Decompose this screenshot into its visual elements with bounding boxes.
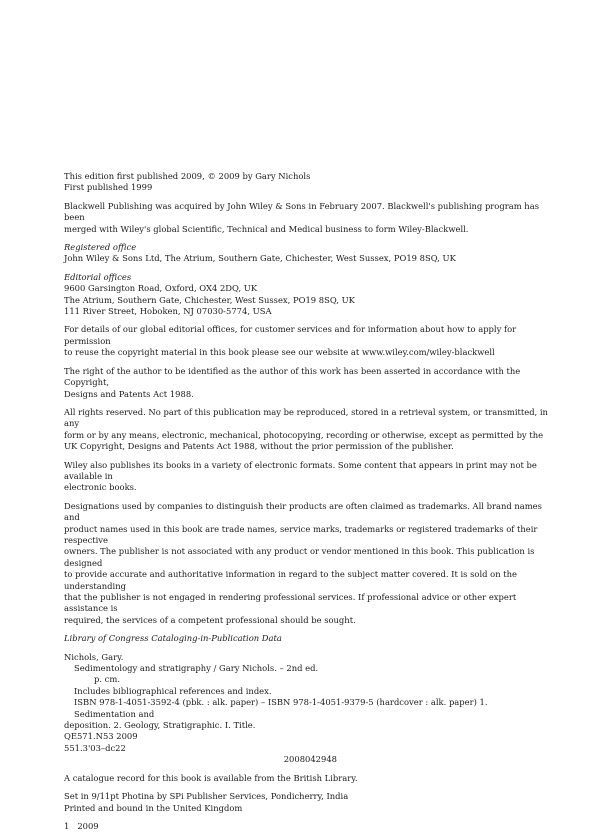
catalogue-line: A catalogue record for this book is available from the British Library. <box>64 772 358 783</box>
rights-block <box>64 407 552 453</box>
editorial-office-line: 111 River Street, Hoboken, NJ 07030-5774, USA <box>64 306 272 317</box>
editorial-offices-heading: Editorial offices <box>64 271 132 282</box>
printing-line-2: Printed and bound in the United Kingdom <box>64 802 243 813</box>
designations-line: required, the services of a competent professional should be sought. <box>64 614 356 625</box>
cip-classification-1: QE571.N53 2009 <box>64 731 138 742</box>
cip-classification-2: 551.3'03–dc22 <box>64 742 126 753</box>
rights-line-1: All rights reserved. No part of this publication may be reproduced, stored in a retrieval system, or transmitted, in any <box>64 406 548 429</box>
cip-control-number: 2008042948 <box>283 754 337 765</box>
electronic-line-2: electronic books. <box>64 482 137 493</box>
designations-line: Designations used by companies to distinguish their products are often claimed as trademarks. All brand names and <box>64 500 542 523</box>
rights-line-3: UK Copyright, Designs and Patents Act 1988, without the prior permission of the publisher. <box>64 441 454 452</box>
cip-includes: Includes bibliographical references and index. <box>74 685 272 696</box>
electronic-formats-block <box>64 460 552 494</box>
registered-office-address: John Wiley & Sons Ltd, The Atrium, Southern Gate, Chichester, West Sussex, PO19 8SQ, UK <box>64 253 456 264</box>
cip-heading: Library of Congress Cataloging-in-Publication Data <box>64 633 282 644</box>
designations-line: owners. The publisher is not associated with any product or vendor mentioned in this book. This publication is designed <box>64 546 535 568</box>
impression-block <box>64 821 552 832</box>
rights-line-2: form or by any means, electronic, mechanical, photocopying, recording or otherwise, except as permitted by the <box>64 429 544 440</box>
cip-heading-block <box>64 633 552 644</box>
details-line-2: to reuse the copyright material in this book please see our website at www.wiley.com/wiley-blackwell <box>64 347 495 358</box>
electronic-line-1: Wiley also publishes its books in a variety of electronic formats. Some content that appears in print may not be available in <box>64 459 537 481</box>
author-right-line-2: Designs and Patents Act 1988. <box>64 388 194 399</box>
acquisition-line-1: Blackwell Publishing was acquired by John Wiley & Sons in February 2007. Blackwell's publishing program has been <box>64 200 539 223</box>
copyright-content <box>64 171 552 839</box>
first-published-line: First published 1999 <box>64 182 153 193</box>
editorial-offices-block <box>64 272 552 318</box>
editorial-office-line: 9600 Garsington Road, Oxford, OX4 2DQ, UK <box>64 283 258 294</box>
impression-line: 1 2009 <box>64 820 99 831</box>
cip-pages: p. cm. <box>94 674 120 685</box>
cip-author: Nichols, Gary. <box>64 651 124 662</box>
editorial-office-line: The Atrium, Southern Gate, Chichester, West Sussex, PO19 8SQ, UK <box>64 294 355 305</box>
cip-title: Sedimentology and stratigraphy / Gary Nichols. – 2nd ed. <box>74 663 319 674</box>
edition-line: This edition first published 2009, © 2009 by Gary Nichols <box>64 171 311 181</box>
registered-office-block <box>64 242 552 265</box>
registered-office-heading: Registered office <box>64 242 137 253</box>
catalogue-block <box>64 773 552 784</box>
details-block <box>64 324 552 358</box>
printing-line-1: Set in 9/11pt Photina by SPi Publisher Services, Pondicherry, India <box>64 791 349 802</box>
cip-data-block <box>64 652 552 766</box>
designations-line: product names used in this book are trade names, service marks, trademarks or registered trademarks of their respective <box>64 523 538 545</box>
designations-line: that the publisher is not engaged in rendering professional services. If professional advice or other expert assistance is <box>64 592 517 614</box>
details-line-1: For details of our global editorial offices, for customer services and for information about how to apply for permission <box>64 324 517 346</box>
acquisition-block <box>64 201 552 235</box>
printing-block <box>64 791 552 814</box>
cip-isbn-line-2: deposition. 2. Geology, Stratigraphic. I. Title. <box>64 720 256 731</box>
acquisition-line-2: merged with Wiley's global Scientific, Technical and Medical business to form Wiley-Blackwell. <box>64 223 469 234</box>
designations-block <box>64 501 552 626</box>
designations-line: to provide accurate and authoritative information in regard to the subject matter covered. It is sold on the understanding <box>64 569 517 591</box>
edition-block <box>64 171 552 194</box>
author-right-block <box>64 366 552 400</box>
cip-isbn-line-1: ISBN 978-1-4051-3592-4 (pbk. : alk. paper) – ISBN 978-1-4051-9379-5 (hardcover : alk. paper) 1. Sedimentation and <box>74 697 488 719</box>
author-right-line-1: The right of the author to be identified as the author of this work has been asserted in accordance with the Copyright, <box>64 365 521 388</box>
